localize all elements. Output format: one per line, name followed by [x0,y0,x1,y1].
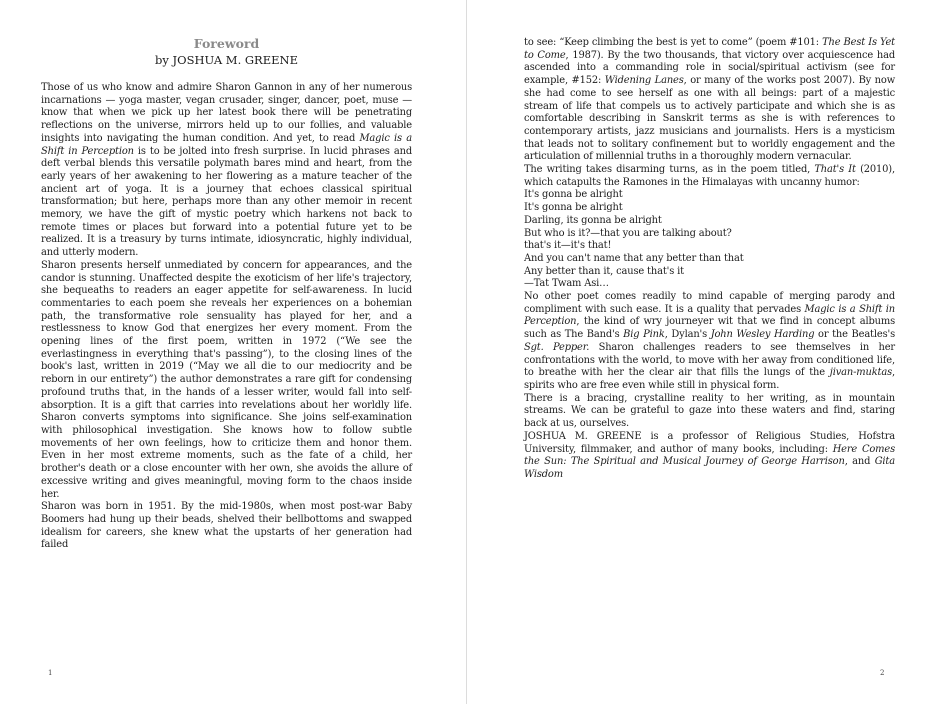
paragraph-text: Sharon presents herself unmediated by concern for appearances, and the candor is stunning. Unaffected despite the exoticism of her life's trajectory, she bequeaths to readers an eager appetite for self-awareness. In lucid commentaries to each poem she reveals her experiences on a bohemian path, the transformative role sensuality has played for her, and a restlessness to know God that energizes her every moment. From the opening lines of the first poem, written in 1972 (“We see the everlastingness in everything that's passing”), to the closing lines of the book's last, written in 2019 (“May we all die to our mediocrity and be reborn in our entirety”) the author demonstrates a rare gift for condensing profound truths that, in the hands of a lesser writer, would fall into self-absorption. It is a gift that carries into revelations about her worldly life. Sharon converts symptoms into significance. She joins self-examination with philosophical investigation. She knows how to follow subtle movements of her own feelings, how to criticize them and honor them. Even in her most extreme moments, such as the fate of a child, her brother's death or a close encounter with her own, she avoids the allure of excessive writing and gives meaningful, moving form to the chaos inside her. [41,259,412,500]
foreword-byline: by JOSHUA M. GREENE [155,53,298,67]
italic-title-text: jivan-muktas [829,367,892,379]
paragraph-text: , and [844,456,875,468]
paragraph-text: Sharon challenges readers to see themselves in her confrontations with the world, to move with her away from conditioned life, to breathe with her the clear air that fills the lungs of the [524,341,895,379]
paragraph-text: , or many of the works post 2007). By now she had come to see herself as one with all beings: part of a majestic stream of life that compels us to actively participate and which she is as comfortable describing in Sanskrit terms as she is with references to contemporary artists, jazz musicians and journalists. Hers is a mysticism that leads not to solitary confinement but to worldly engagement and the articulation of millennial truths in a thoroughly modern vernacular. [524,75,895,163]
italic-title-text: Gita Wisdom [524,456,895,480]
left-paragraphs [41,82,412,552]
page-number-left: 1 [48,669,53,677]
paragraph-text: (2010), which catapults the Ramones in the Himalayas with uncanny humor: [524,164,895,188]
paragraph-text: , the kind of wry journeyer wit that we find in concept albums such as The Band's [524,316,895,341]
paragraph-text: or the Beatles's [814,329,895,341]
poem-line: But who is it?—that you are talking about? [524,227,732,239]
paragraph-text: No other poet comes readily to mind capable of merging parody and compliment with such ease. It is a quality that pervades [524,291,895,315]
poem-excerpt [524,189,895,291]
paragraph [524,431,895,482]
right-paragraphs-before [524,37,895,189]
paragraph-text: , Dylan's [664,329,711,341]
italic-title-text: Magic is a Shift in Perception [524,303,895,328]
italic-title-text: Here Comes the Sun: The Spiritual and Musical Journey of George Harrison [524,443,895,468]
paragraph [41,82,412,260]
poem-line: that's it—it's that! [524,240,612,252]
paragraph-text: to see: “Keep climbing the best is yet to come” (poem #101: [524,37,823,48]
paragraph-text: The writing takes disarming turns, as in the poem titled, [524,164,815,176]
paragraph-text: Sharon was born in 1951. By the mid-1980s, when most post-war Baby Boomers had hung up their beads, shelved their bellbottoms and swapped idealism for careers, she knew what the upstarts of her generation had failed [41,501,412,551]
page-number-right: 2 [880,669,885,677]
italic-title-text: John Wesley Harding [710,329,815,341]
paragraph-text: Those of us who know and admire Sharon Gannon in any of her numerous incarnations — yoga master, vegan crusader, singer, dancer, poet, muse — know that when we pick up her latest book there will be penetrating reflections on the universe, mirrors held up to our follies, and valuable insights into navigating the human condition. And yet, to read [41,82,412,144]
paragraph-text: JOSHUA M. GREENE is a professor of Religious Studies, Hofstra University, filmmaker, and author of many books, including: [524,430,895,455]
poem-line: It's gonna be alright [524,189,623,201]
poem-line: It's gonna be alright [524,202,623,214]
italic-title-text: Big Pink [623,329,665,341]
paragraph [41,501,412,552]
poem-line: And you can't name that any better than that [524,252,744,264]
poem-line: —Tat Twam Asi… [524,278,609,290]
paragraph-text: , spirits who are free even while still in physical form. [524,367,895,391]
paragraph-text: , 1987). By the two thousands, that victory over acquiescence had ascended into a commanding role in social/spiritual activism (see for example, #152: [524,49,895,87]
right-paragraphs-after [524,291,895,482]
left-text-column [41,36,412,552]
paragraph [524,393,895,431]
paragraph [524,291,895,393]
italic-title-text: Magic is a Shift in Perception [41,132,412,157]
italic-title-text: The Best Is Yet to Come [524,37,895,61]
paragraph [41,260,412,501]
paragraph-text: There is a bracing, crystalline reality to her writing, as in mountain streams. We can be grateful to gaze into these waters and find, staring back at us, ourselves. [524,392,895,430]
poem-line: Darling, its gonna be alright [524,214,662,226]
paragraph [524,164,895,189]
paragraph-text: is to be jolted into fresh surprise. In lucid phrases and deft verbal blends this versatile polymath bares mind and heart, from the early years of her awakening to her flowering as a mature teacher of the ancient art of yoga. It is a journey that echoes classical spiritual transformation; but here, perhaps more than any other memoir in recent memory, we have the gift of mystic poetry which harkens not back to remote times or places but forward into a potential future yet to be realized. It is a treasury by turns intimate, idiosyncratic, highly individual, and utterly modern. [41,145,412,259]
poem-line: Any better than it, cause that's it [524,265,684,277]
italic-title-text: That's It [814,164,856,176]
right-page [467,0,932,704]
italic-title-text: Widening Lanes [604,75,684,87]
right-text-column [524,37,895,482]
italic-title-text: Sgt. Pepper. [524,341,590,353]
foreword-title: Foreword [193,36,260,51]
paragraph [524,37,895,164]
